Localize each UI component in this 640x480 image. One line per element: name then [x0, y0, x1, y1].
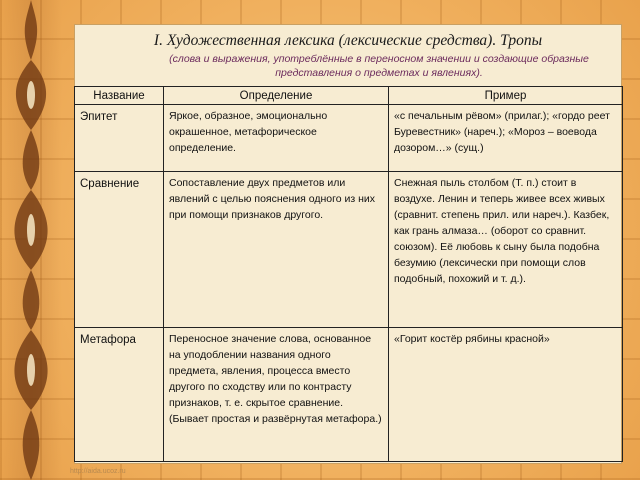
- tropes-table: [74, 86, 623, 462]
- footer-url: http://aida.ucoz.ru: [70, 468, 126, 475]
- trope-example: «с печальным рёвом» (прилаг.); «гордо реет Буревестник» (нареч.); «Мороз – воевода дозором…» (сущ.): [389, 105, 623, 172]
- table-row: [75, 105, 623, 172]
- trope-example: «Горит костёр рябины красной»: [389, 328, 623, 462]
- left-ornament-border: [0, 0, 62, 480]
- trope-definition: Яркое, образное, эмоционально окрашенное, метафорическое определение.: [164, 105, 389, 172]
- slide-subtitle: (слова и выражения, употреблённые в переносном значении и создающие образные представления о предметах и явлениях).: [169, 53, 589, 79]
- table-header-row: [75, 87, 623, 105]
- table-row: [75, 328, 623, 462]
- slide-panel: [74, 24, 622, 464]
- trope-name: Эпитет: [75, 105, 164, 172]
- trope-name: Сравнение: [75, 172, 164, 328]
- header-definition: Определение: [164, 87, 389, 105]
- trope-definition: Сопоставление двух предметов или явлений с целью пояснения одного из них при помощи признаков другого.: [164, 172, 389, 328]
- table-row: [75, 172, 623, 328]
- header-name: Название: [75, 87, 164, 105]
- trope-example: Снежная пыль столбом (Т. п.) стоит в воздухе. Ленин и теперь живее всех живых (сравнит. степень прил. или нареч.). Казбек, как грань алмаза… (оборот со сравнит. союзом). Её любовь к сыну была подобна безумию (лексически при помощи слов подобный, похожий и т. д.).: [389, 172, 623, 328]
- trope-name: Метафора: [75, 328, 164, 462]
- ornament-pattern-icon: [0, 0, 62, 480]
- slide-title: I. Художественная лексика (лексические средства). Тропы: [153, 32, 543, 49]
- trope-definition: Переносное значение слова, основанное на уподоблении названия одного предмета, явления, процесса вместо другого по сходству или по контрасту признаков, т. е. скрытое сравнение. (Бывает простая и развёрнутая метафора.): [164, 328, 389, 462]
- header-example: Пример: [389, 87, 623, 105]
